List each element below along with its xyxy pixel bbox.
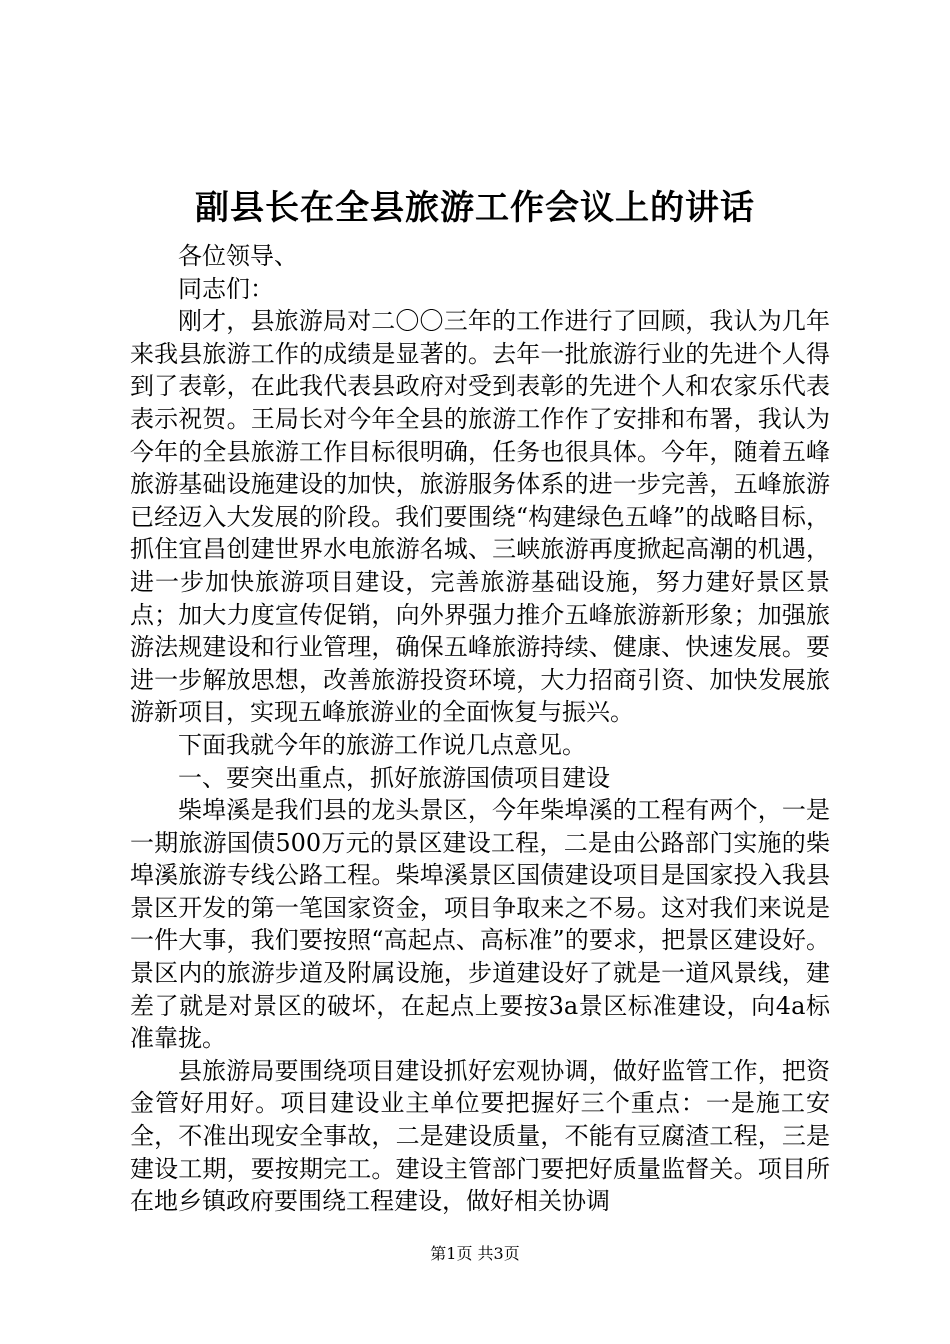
body-paragraph: 县旅游局要围绕项目建设抓好宏观协调，做好监管工作，把资金管好用好。项目建设业主单位要把握好三个重点：一是施工安全，不准出现安全事故，二是建设质量，不能有豆腐渣工程，三是建设工期，要按期完工。建设主管部门要把好质量监督关。项目所在地乡镇政府要围绕工程建设，做好相关协调: [130, 1056, 830, 1216]
body-paragraph: 柴埠溪是我们县的龙头景区，今年柴埠溪的工程有两个，一是一期旅游国债500万元的景区建设工程，二是由公路部门实施的柴埠溪旅游专线公路工程。柴埠溪景区国债建设项目是国家投入我县景区开发的第一笔国家资金，项目争取来之不易。这对我们来说是一件大事，我们要按照“高起点、高标准”的要求，把景区建设好。景区内的旅游步道及附属设施，步道建设好了就是一道风景线，建差了就是对景区的破坏，在起点上要按3a景区标准建设，向4a标准靠拢。: [130, 796, 830, 1053]
document-body: [130, 240, 830, 1218]
document-title: 副县长在全县旅游工作会议上的讲话: [195, 188, 755, 228]
salutation-line: 同志们：: [178, 274, 274, 303]
body-paragraph: 刚才，县旅游局对二〇〇三年的工作进行了回顾，我认为几年来我县旅游工作的成绩是显著的。去年一批旅游行业的先进个人得到了表彰，在此我代表县政府对受到表彰的先进个人和农家乐代表表示祝贺。王局长对今年全县的旅游工作作了安排和布署，我认为今年的全县旅游工作目标很明确，任务也很具体。今年，随着五峰旅游基础设施建设的加快，旅游服务体系的进一步完善，五峰旅游已经迈入大发展的阶段。我们要围绕“构建绿色五峰”的战略目标，抓住宜昌创建世界水电旅游名城、三峡旅游再度掀起高潮的机遇，进一步加快旅游项目建设，完善旅游基础设施，努力建好景区景点；加大力度宣传促销，向外界强力推介五峰旅游新形象；加强旅游法规建设和行业管理，确保五峰旅游持续、健康、快速发展。要进一步解放思想，改善旅游投资环境，大力招商引资、加快发展旅游新项目，实现五峰旅游业的全面恢复与振兴。: [130, 307, 830, 727]
page-footer: 第1页 共3页: [430, 1244, 520, 1263]
body-paragraph: 下面我就今年的旅游工作说几点意见。: [178, 730, 586, 759]
salutation-line: 各位领导、: [178, 242, 298, 270]
section-heading: 一、要突出重点，抓好旅游国债项目建设: [178, 763, 610, 792]
